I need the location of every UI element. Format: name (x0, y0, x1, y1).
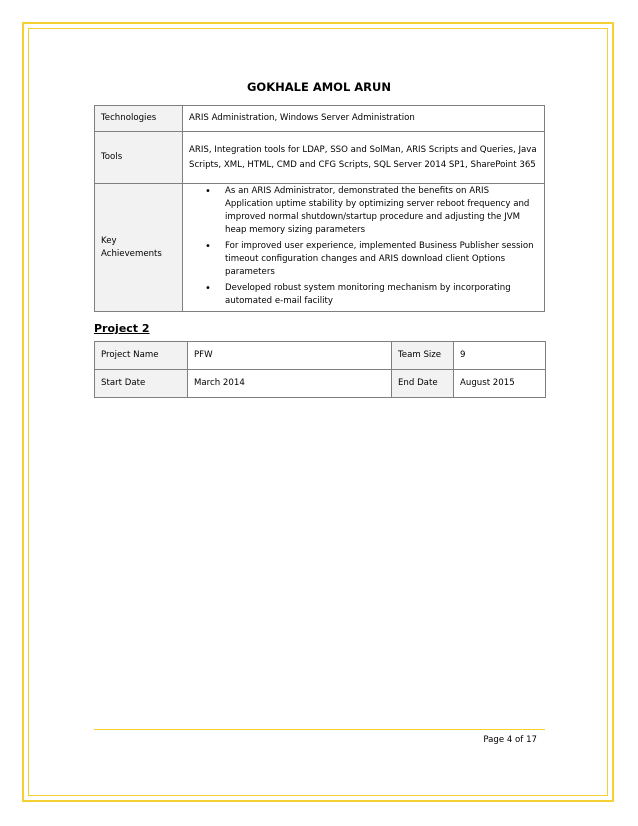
list-item: • As an ARIS Administrator, demonstrated the benefits on ARIS Application uptime stability by optimizing server reboot frequency and improved normal shutdown/startup procedure and adjusting the JVM heap memory sizing parameters (225, 185, 538, 237)
footer-divider (94, 729, 545, 730)
table-row (95, 342, 546, 370)
project2-details-table (94, 341, 546, 398)
achievements-label: Key Achievements (95, 184, 183, 312)
end-date-value: August 2015 (454, 370, 546, 398)
start-date-label: Start Date (95, 370, 188, 398)
technologies-value: ARIS Administration, Windows Server Administration (183, 106, 545, 132)
project1-details-table (94, 105, 545, 312)
start-date-value: March 2014 (188, 370, 392, 398)
project-name-label: Project Name (95, 342, 188, 370)
team-size-label: Team Size (392, 342, 454, 370)
technologies-label: Technologies (95, 106, 183, 132)
project2-heading: Project 2 (94, 322, 150, 335)
tools-value: ARIS, Integration tools for LDAP, SSO and SolMan, ARIS Scripts and Queries, Java Scripts, XML, HTML, CMD and CFG Scripts, SQL Server 2014 SP1, SharePoint 365 (183, 132, 545, 184)
table-row (95, 370, 546, 398)
page-number: Page 4 of 17 (483, 735, 537, 745)
list-item: • For improved user experience, implemented Business Publisher session timeout configuration changes and ARIS download client Options parameters (225, 240, 538, 279)
achievements-list (189, 185, 538, 308)
end-date-label: End Date (392, 370, 454, 398)
achievements-cell (183, 184, 545, 312)
team-size-value: 9 (454, 342, 546, 370)
table-row (95, 106, 545, 132)
project-name-value: PFW (188, 342, 392, 370)
resume-name-title: GOKHALE AMOL ARUN (246, 80, 391, 94)
list-item: • Developed robust system monitoring mechanism by incorporating automated e-mail facility (225, 282, 538, 308)
table-row (95, 184, 545, 312)
tools-label: Tools (95, 132, 183, 184)
table-row (95, 132, 545, 184)
